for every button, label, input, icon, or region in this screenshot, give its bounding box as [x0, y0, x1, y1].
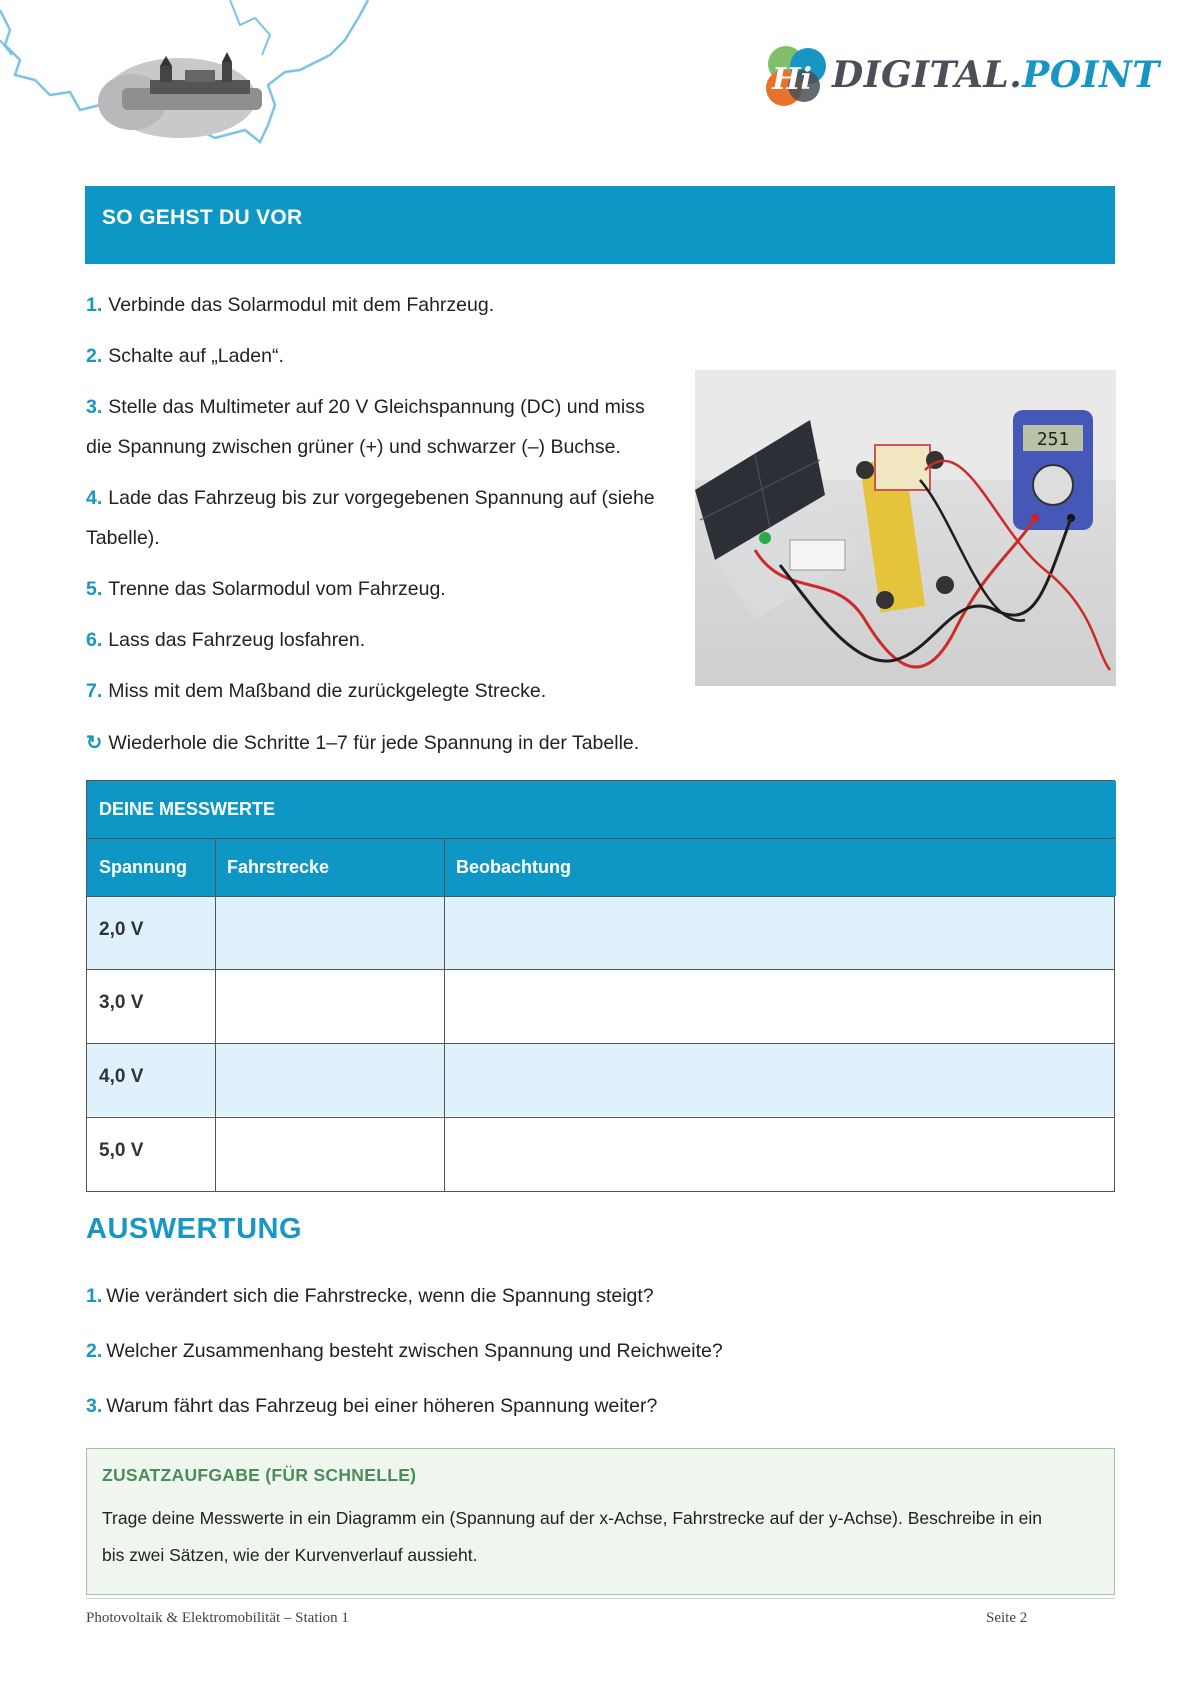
- step-text: Stelle das Multimeter auf 20 V Gleichspannung (DC) und miss: [108, 396, 645, 418]
- step-4-continued: Tabelle).: [86, 527, 160, 549]
- question-number: 2.: [86, 1340, 103, 1362]
- step-2: [86, 345, 284, 368]
- question-3: [86, 1395, 657, 1418]
- brand-name: [832, 54, 1160, 96]
- measurement-table: [86, 780, 1115, 1192]
- table-header-row: [87, 839, 1116, 896]
- step-text: Schalte auf „Laden“.: [108, 345, 284, 367]
- step-text: Lade das Fahrzeug bis zur vorgegebenen Spannung auf (siehe: [108, 487, 655, 509]
- step-number: 2.: [86, 345, 103, 367]
- cell-spannung: 5,0 V: [99, 1140, 144, 1161]
- evaluation-title: AUSWERTUNG: [86, 1213, 303, 1245]
- question-text: Welcher Zusammenhang besteht zwischen Spannung und Reichweite?: [106, 1340, 723, 1362]
- section-banner: [85, 186, 1115, 264]
- step-number: 7.: [86, 680, 103, 702]
- question-1: [86, 1285, 654, 1308]
- step-number: 5.: [86, 578, 103, 600]
- column-header-spannung: Spannung: [99, 857, 187, 877]
- cell-spannung: 2,0 V: [99, 919, 144, 940]
- question-number: 1.: [86, 1285, 103, 1307]
- step-text: Lass das Fahrzeug losfahren.: [108, 629, 366, 651]
- question-number: 3.: [86, 1395, 103, 1417]
- step-number: 4.: [86, 487, 103, 509]
- step-3: [86, 396, 645, 419]
- step-text: Miss mit dem Maßband die zurückgelegte Strecke.: [108, 680, 547, 702]
- experiment-photo: [695, 370, 1116, 686]
- step-text: Trenne das Solarmodul vom Fahrzeug.: [108, 578, 446, 600]
- section-title: SO GEHST DU VOR: [102, 206, 303, 229]
- step-6: [86, 629, 365, 652]
- step-number: 6.: [86, 629, 103, 651]
- extra-task-text-line-1: Trage deine Messwerte in ein Diagramm ein (Spannung auf der x-Achse, Fahrstrecke auf der y-Achse). Beschreibe in ein: [102, 1508, 1042, 1528]
- column-header-fahrstrecke: Fahrstrecke: [227, 857, 330, 877]
- brand-badge: Hi: [772, 62, 812, 97]
- step-number: 1.: [86, 294, 103, 316]
- table-title: DEINE MESSWERTE: [99, 799, 276, 819]
- step-1: [86, 294, 494, 317]
- table-row: [87, 1117, 1114, 1190]
- cell-spannung: 4,0 V: [99, 1066, 144, 1087]
- question-text: Wie verändert sich die Fahrstrecke, wenn die Spannung steigt?: [106, 1285, 654, 1307]
- multimeter-display: 251: [1036, 429, 1070, 450]
- question-text: Warum fährt das Fahrzeug bei einer höheren Spannung weiter?: [106, 1395, 658, 1417]
- column-header-beobachtung: Beobachtung: [456, 857, 571, 877]
- brand-name-part2: POINT: [1022, 54, 1160, 96]
- table-row: [87, 969, 1114, 1042]
- footer-title: Photovoltaik & Elektromobilität – Station 1: [86, 1610, 349, 1626]
- step-4: [86, 487, 655, 510]
- question-2: [86, 1340, 723, 1363]
- column-divider: [215, 839, 216, 1192]
- map-hand-logo: [0, 0, 370, 150]
- column-divider: [444, 839, 445, 1192]
- brand-name-part1: DIGITAL.: [832, 54, 1023, 96]
- cell-spannung: 3,0 V: [99, 992, 144, 1013]
- step-repeat: [86, 731, 639, 755]
- repeat-icon: ↻: [86, 732, 103, 754]
- footer-divider: [86, 1598, 1115, 1599]
- extra-task-title: ZUSATZAUFGABE (FÜR SCHNELLE): [102, 1465, 417, 1485]
- table-row: [87, 1043, 1114, 1116]
- digital-point-logo: [762, 42, 1160, 112]
- table-row: [87, 896, 1114, 969]
- step-number: 3.: [86, 396, 103, 418]
- step-7: [86, 680, 546, 703]
- step-text: Verbinde das Solarmodul mit dem Fahrzeug.: [108, 294, 495, 316]
- page-number: Seite 2: [986, 1610, 1028, 1626]
- extra-task-text-line-2: bis zwei Sätzen, wie der Kurvenverlauf aussieht.: [102, 1545, 478, 1565]
- extra-task-box: [86, 1448, 1115, 1595]
- step-text: Wiederhole die Schritte 1–7 für jede Spannung in der Tabelle.: [108, 732, 640, 754]
- table-title-row: [87, 781, 1116, 839]
- step-5: [86, 578, 446, 601]
- step-3-continued: die Spannung zwischen grüner (+) und schwarzer (–) Buchse.: [86, 436, 621, 458]
